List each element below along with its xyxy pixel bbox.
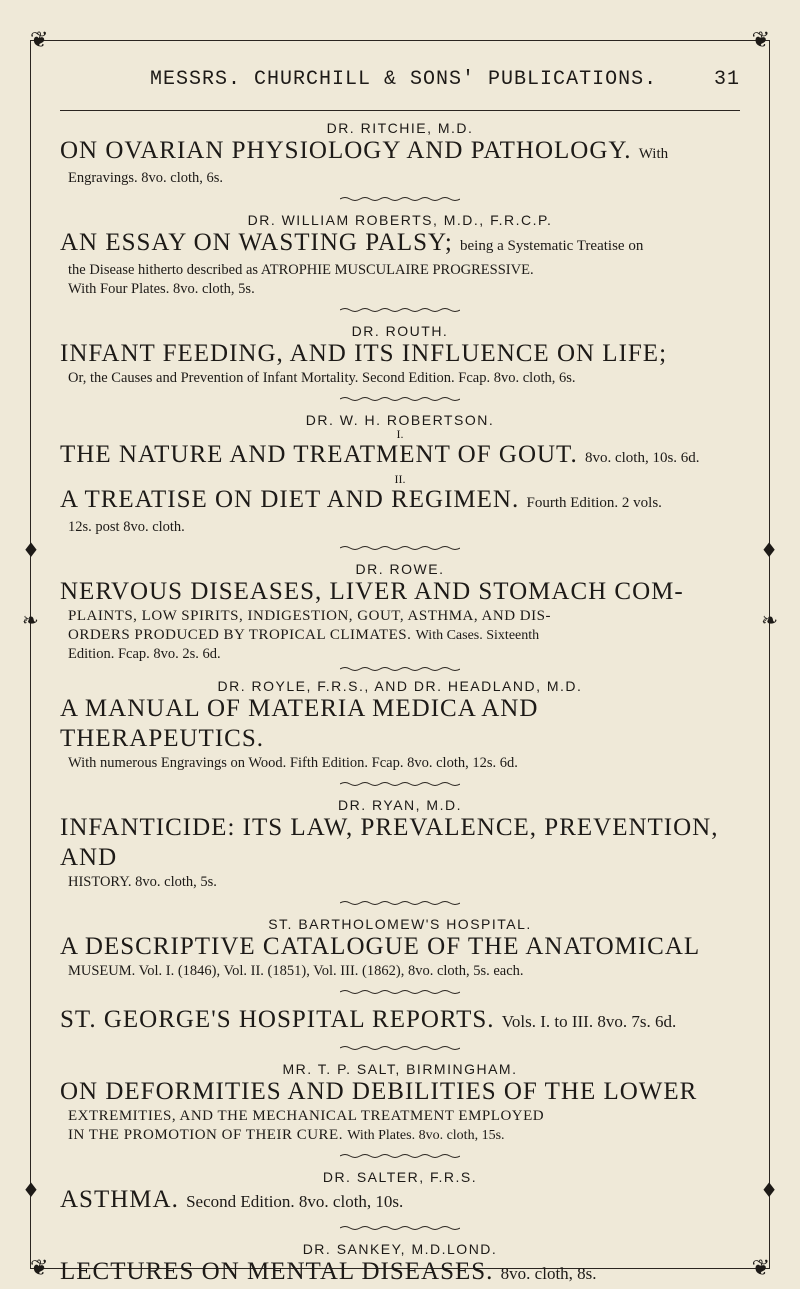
header-rule: [60, 110, 740, 111]
entry-detail: the Disease hitherto described as ATROPHIE MUSCULAIRE PROGRESSIVE.: [68, 262, 534, 278]
entry-author: DR. ROUTH.: [351, 323, 449, 339]
catalogue-entry: [60, 1061, 740, 1159]
divider-ornament: [340, 666, 460, 672]
entry-author: DR. ROWE.: [355, 561, 445, 577]
catalogue-listing: [60, 120, 740, 1289]
entry-title: ON OVARIAN PHYSIOLOGY AND PATHOLOGY. With: [60, 137, 669, 164]
entry-numeral: II.: [394, 472, 406, 486]
divider-ornament: [340, 989, 460, 995]
divider-ornament: [340, 196, 460, 202]
catalogue-entry: [60, 916, 740, 995]
catalogue-entry: [60, 1169, 740, 1231]
divider-ornament: [340, 1225, 460, 1231]
page-header: [60, 68, 740, 98]
catalogue-entry: [60, 561, 740, 672]
divider-ornament: [340, 396, 460, 402]
catalogue-entry: [60, 120, 740, 202]
entry-detail: EXTREMITIES, AND THE MECHANICAL TREATMENT EMPLOYED: [68, 1108, 545, 1124]
page-number: 31: [713, 68, 740, 91]
entry-title: ON DEFORMITIES AND DEBILITIES OF THE LOWER: [60, 1078, 698, 1105]
entry-title: ASTHMA. Second Edition. 8vo. cloth, 10s.: [60, 1186, 404, 1213]
divider-ornament: [340, 781, 460, 787]
divider-ornament: [340, 900, 460, 906]
divider-ornament: [340, 1153, 460, 1159]
entry-detail: Or, the Causes and Prevention of Infant Mortality. Second Edition. Fcap. 8vo. cloth, 6s.: [68, 370, 576, 386]
entry-title: ST. GEORGE'S HOSPITAL REPORTS. Vols. I. to III. 8vo. 7s. 6d.: [60, 1006, 677, 1033]
entry-detail: Edition. Fcap. 8vo. 2s. 6d.: [68, 646, 221, 662]
divider-ornament: [340, 545, 460, 551]
catalogue-entry: [60, 678, 740, 787]
divider-ornament: [340, 1045, 460, 1051]
catalogue-entry: [60, 412, 740, 551]
entry-detail: With numerous Engravings on Wood. Fifth Edition. Fcap. 8vo. cloth, 12s. 6d.: [68, 755, 518, 771]
entry-author: DR. RYAN, M.D.: [338, 797, 462, 813]
corner-ornament-icon: ❦: [751, 1256, 770, 1281]
border-right: [769, 40, 770, 1268]
entry-detail: ORDERS PRODUCED BY TROPICAL CLIMATES. With Cases. Sixteenth: [68, 627, 540, 643]
entry-author: DR. SANKEY, M.D.LOND.: [302, 1241, 498, 1257]
entry-detail: With Four Plates. 8vo. cloth, 5s.: [68, 281, 255, 297]
catalogue-entry: [60, 323, 740, 402]
side-ornament-icon: ♦: [760, 1178, 778, 1202]
entry-title: AN ESSAY ON WASTING PALSY; being a Systematic Treatise on: [60, 229, 644, 256]
page-title: MESSRS. CHURCHILL & SONS' PUBLICATIONS.: [150, 68, 658, 91]
catalogue-entry: [60, 212, 740, 313]
corner-ornament-icon: ❦: [751, 28, 770, 53]
entry-author: DR. W. H. ROBERTSON.: [305, 412, 495, 428]
entry-title: A TREATISE ON DIET AND REGIMEN. Fourth Edition. 2 vols.: [60, 486, 662, 513]
corner-ornament-icon: ❦: [30, 1256, 49, 1281]
entry-title: NERVOUS DISEASES, LIVER AND STOMACH COM-: [60, 578, 684, 605]
side-ornament-icon: ❧: [761, 608, 778, 632]
border-top: [30, 40, 770, 41]
entry-author: DR. ROYLE, F.R.S., AND DR. HEADLAND, M.D.: [217, 678, 583, 694]
border-left: [30, 40, 31, 1268]
entry-title: INFANT FEEDING, AND ITS INFLUENCE ON LIFE;: [60, 340, 668, 367]
entry-title: THE NATURE AND TREATMENT OF GOUT. 8vo. cloth, 10s. 6d.: [60, 441, 700, 468]
catalogue-entry: [60, 797, 740, 906]
entry-author: ST. BARTHOLOMEW'S HOSPITAL.: [268, 916, 532, 932]
entry-author: MR. T. P. SALT, BIRMINGHAM.: [282, 1061, 518, 1077]
side-ornament-icon: ❧: [22, 608, 39, 632]
entry-title: A DESCRIPTIVE CATALOGUE OF THE ANATOMICAL: [60, 933, 701, 960]
entry-numeral: I.: [396, 427, 404, 441]
side-ornament-icon: ♦: [760, 538, 778, 562]
entry-detail: PLAINTS, LOW SPIRITS, INDIGESTION, GOUT, ASTHMA, AND DIS-: [68, 608, 551, 624]
entry-detail: IN THE PROMOTION OF THEIR CURE. With Plates. 8vo. cloth, 15s.: [68, 1127, 505, 1143]
entry-author: DR. WILLIAM ROBERTS, M.D., F.R.C.P.: [247, 212, 553, 228]
entry-title: A MANUAL OF MATERIA MEDICA AND THERAPEUTICS.: [60, 695, 539, 752]
entry-title: INFANTICIDE: ITS LAW, PREVALENCE, PREVENTION, AND: [60, 814, 719, 871]
entry-detail: HISTORY. 8vo. cloth, 5s.: [68, 874, 217, 890]
catalogue-entry: [60, 1241, 740, 1289]
entry-detail: 12s. post 8vo. cloth.: [68, 519, 185, 535]
entry-title: LECTURES ON MENTAL DISEASES. 8vo. cloth, 8s.: [60, 1258, 597, 1285]
corner-ornament-icon: ❦: [30, 28, 49, 53]
side-ornament-icon: ♦: [22, 538, 40, 562]
divider-ornament: [340, 307, 460, 313]
entry-author: DR. RITCHIE, M.D.: [326, 120, 474, 136]
entry-detail: Engravings. 8vo. cloth, 6s.: [68, 170, 224, 186]
catalogue-entry: [60, 1005, 740, 1051]
entry-author: DR. SALTER, F.R.S.: [322, 1169, 478, 1185]
side-ornament-icon: ♦: [22, 1178, 40, 1202]
entry-detail: MUSEUM. Vol. I. (1846), Vol. II. (1851), Vol. III. (1862), 8vo. cloth, 5s. each.: [68, 963, 524, 979]
